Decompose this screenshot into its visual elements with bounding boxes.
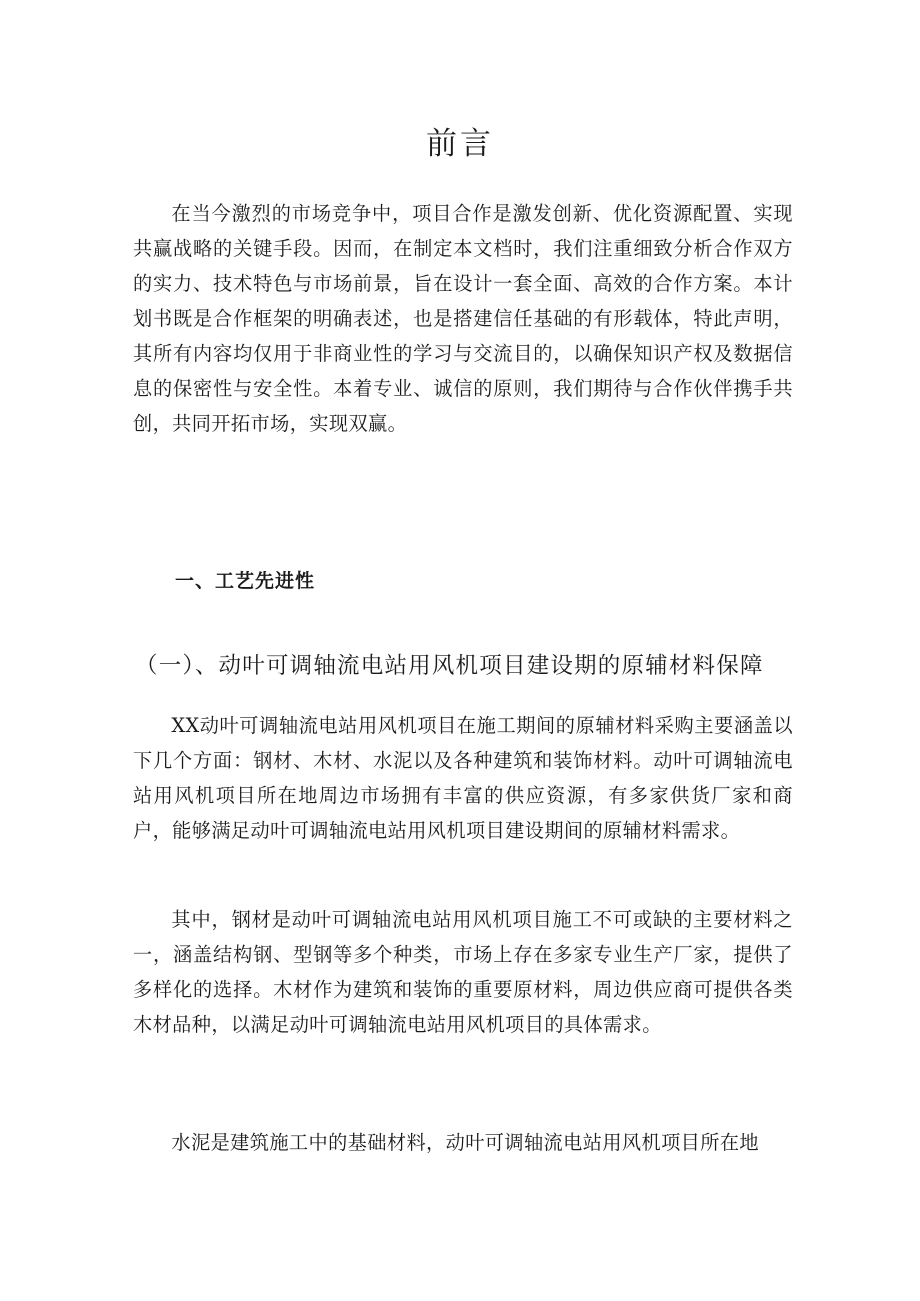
subsection-heading: （一）、动叶可调轴流电站用风机项目建设期的原辅材料保障: [135, 653, 764, 679]
body-paragraph: XX动叶可调轴流电站用风机项目在施工期间的原辅材料采购主要涵盖以下几个方面：钢材、木材、水泥以及各种建筑和装饰材料。动叶可调轴流电站用风机项目所在地周边市场拥有丰富的供应资源，有多家供货厂家和商户，能够满足动叶可调轴流电站用风机项目建设期间的原辅材料需求。: [133, 714, 793, 842]
document-title: 前言: [426, 126, 494, 162]
section-heading: 一、工艺先进性: [175, 570, 316, 592]
body-paragraph: 其中，钢材是动叶可调轴流电站用风机项目施工不可或缺的主要材料之一，涵盖结构钢、型钢等多个种类，市场上存在多家专业生产厂家，提供了多样化的选择。木材作为建筑和装饰的重要原材料，周边供应商可提供各类木材品种，以满足动叶可调轴流电站用风机项目的具体需求。: [133, 908, 793, 1036]
body-paragraph: 水泥是建筑施工中的基础材料，动叶可调轴流电站用风机项目所在地: [171, 1131, 760, 1154]
preface-paragraph: 在当今激烈的市场竞争中，项目合作是激发创新、优化资源配置、实现共赢战略的关键手段。因而，在制定本文档时，我们注重细致分析合作双方的实力、技术特色与市场前景，旨在设计一套全面、高效的合作方案。本计划书既是合作框架的明确表述，也是搭建信任基础的有形载体，特此声明，其所有内容均仅用于非商业性的学习与交流目的，以确保知识产权及数据信息的保密性与安全性。本着专业、诚信的原则，我们期待与合作伙伴携手共创，共同开拓市场，实现双赢。: [133, 202, 793, 435]
